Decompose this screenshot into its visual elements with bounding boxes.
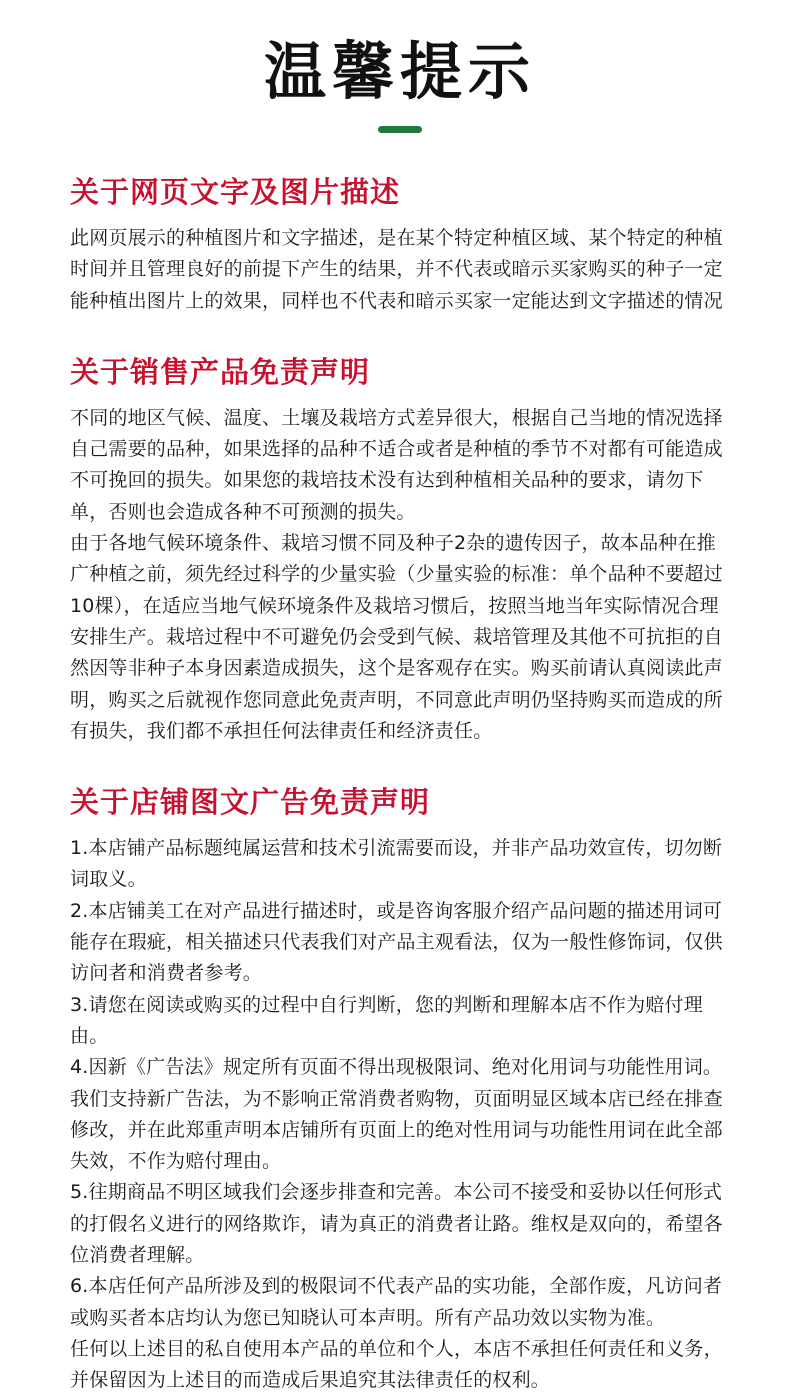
section-paragraph: 1.本店铺产品标题纯属运营和技术引流需要而设，并非产品功效宣传，切勿断词取义。 bbox=[70, 837, 723, 891]
section-heading-ad-disclaimer: 关于店铺图文广告免责声明 bbox=[70, 785, 431, 820]
section-paragraph: 任何以上述目的私自使用本产品的单位和个人，本店不承担任何责任和义务，并保留因为上述目的而造成后果追究其法律责任的权利。 bbox=[70, 1337, 723, 1392]
section-paragraph: 此网页展示的种植图片和文字描述，是在某个特定种植区域、某个特定的种植时间并且管理良好的前提下产生的结果，并不代表或暗示买家购买的种子一定能种植出图片上的效果，同样也不代表和暗示买家一定能达到文字描述的情况 bbox=[70, 227, 723, 312]
section-paragraph: 5.往期商品不明区域我们会逐步排查和完善。本公司不接受和妥协以任何形式的打假名义进行的网络欺诈，请为真正的消费者让路。维权是双向的，希望各位消费者理解。 bbox=[70, 1181, 723, 1267]
section-paragraph: 由于各地气候环境条件、栽培习惯不同及种子2杂的遗传因子，故本品种在推广种植之前，须先经过科学的少量实验（少量实验的标准：单个品种不要超过 10棵），在适应当地气候环境条件及栽培习惯后，按照当地当年实际情况合理安排生产。栽培过程中不可避免仍会受到气候、栽培管理及其他不可抗拒的自然因等非种子本身因素造成损失，这个是客观存在实。购买前请认真阅读此声明，购买之后就视作您同意此免责声明，不同意此声明仍坚持购买而造成的所有损失，我们都不承担任何法律责任和经济责任。 bbox=[70, 532, 723, 742]
section-paragraph: 6.本店任何产品所涉及到的极限词不代表产品的实功能，全部作废，凡访问者或购买者本店均认为您已知晓认可本声明。所有产品功效以实物为准。 bbox=[70, 1275, 723, 1329]
section-paragraph: 4.因新《广告法》规定所有页面不得出现极限词、绝对化用词与功能性用词。我们支持新广告法，为不影响正常消费者购物，页面明显区域本店已经在排查修改，并在此郑重声明本店铺所有页面上的绝对性用词与功能性用词在此全部失效，不作为赔付理由。 bbox=[70, 1056, 723, 1173]
section-heading-product-disclaimer: 关于销售产品免责声明 bbox=[70, 354, 371, 389]
section-heading-image-description: 关于网页文字及图片描述 bbox=[70, 175, 401, 209]
page-title: 温馨提示 bbox=[263, 35, 536, 108]
section-paragraph: 2.本店铺美工在对产品进行描述时，或是咨询客服介绍产品问题的描述用词可能存在瑕疵，相关描述只代表我们对产品主观看法，仅为一般性修饰词，仅供访问者和消费者参考。 bbox=[70, 899, 723, 985]
section-paragraph: 3.请您在阅读或购买的过程中自行判断，您的判断和理解本店不作为赔付理由。 bbox=[70, 993, 703, 1047]
title-underline-bar bbox=[378, 126, 422, 133]
section-paragraph: 不同的地区气候、温度、土壤及栽培方式差异很大，根据自己当地的情况选择自己需要的品种，如果选择的品种不适合或者是种植的季节不对都有可能造成不可挽回的损失。如果您的栽培技术没有达到种植相关品种的要求，请勿下单，否则也会造成各种不可预测的损失。 bbox=[70, 406, 723, 523]
